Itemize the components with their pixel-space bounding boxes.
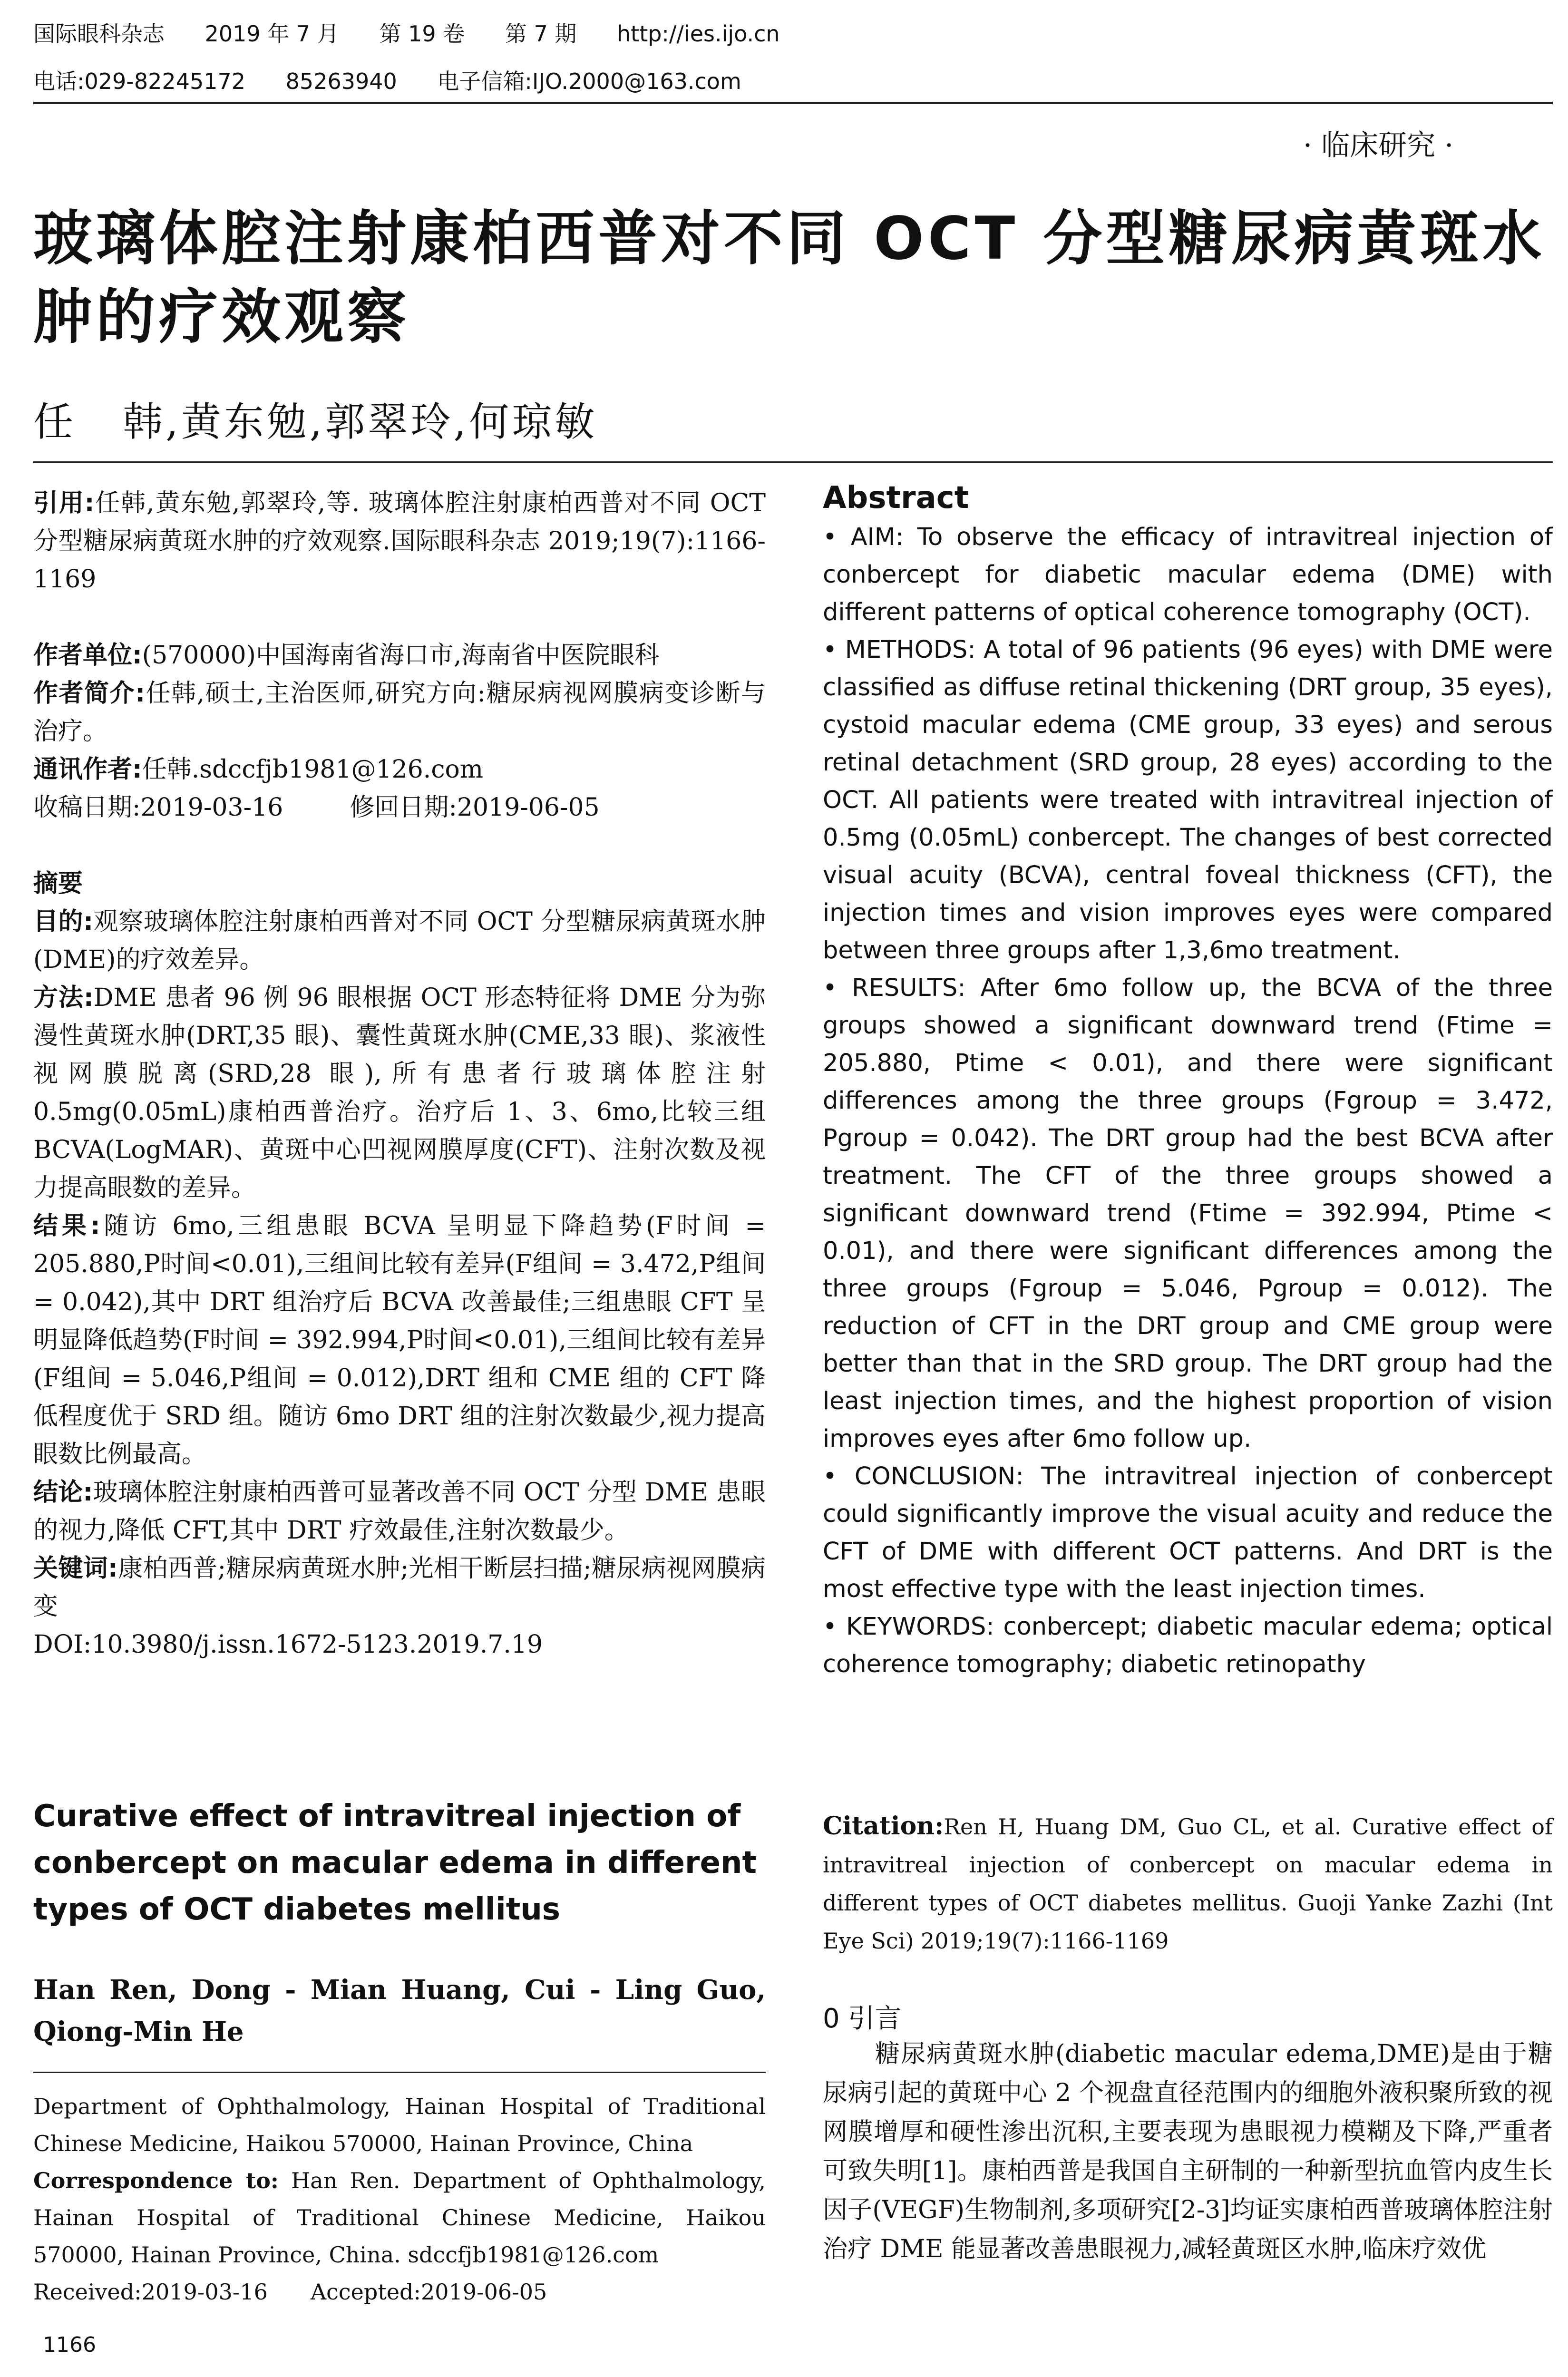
kw-label: 关键词: bbox=[33, 1554, 118, 1583]
corr-label: 通讯作者: bbox=[33, 755, 142, 784]
bio-label: 作者简介: bbox=[33, 679, 146, 708]
article-title bbox=[33, 200, 1555, 357]
authors-rule bbox=[33, 461, 1553, 463]
intro-heading: 0 引言 bbox=[823, 2003, 902, 2034]
result-label: 结果: bbox=[33, 1212, 100, 1240]
author-bio bbox=[33, 674, 766, 750]
method-label: 方法: bbox=[33, 984, 94, 1012]
keywords-cn bbox=[33, 1549, 766, 1626]
citation-label: Citation: bbox=[823, 1812, 944, 1841]
citation-cn bbox=[33, 484, 766, 598]
received-cn: 收稿日期:2019-03-16 bbox=[33, 793, 283, 822]
journal-url[interactable]: http://ies.ijo.cn bbox=[617, 21, 780, 47]
english-abstract bbox=[823, 480, 1553, 1683]
correspondence bbox=[33, 2162, 766, 2273]
abstract-keywords: • KEYWORDS: conbercept; diabetic macular edema; optical coherence tomography; diabetic retinopathy bbox=[823, 1613, 1553, 1678]
methods-cn bbox=[33, 979, 766, 1207]
doi[interactable]: DOI:10.3980/j.issn.1672-5123.2019.7.19 bbox=[33, 1630, 543, 1659]
phone-2: 85263940 bbox=[285, 68, 397, 94]
abstract-methods: • METHODS: A total of 96 patients (96 eyes) with DME were classified as diffuse retinal thickening (DRT group, 35 eyes), cystoid macular edema (CME group, 33 eyes) and serous retinal detachment (SRD group, 28 eyes) according to the OCT. All patients were treated with intravitreal injection of 0.5mg (0.05mL) conbercept. The changes of best corrected visual acuity (BCVA), central foveal thickness (CFT), the injection times and vision improves eyes were compared between three groups after 1,3,6mo treatment. bbox=[823, 636, 1553, 964]
english-authors: Han Ren, Dong - Mian Huang, Cui - Ling Guo, Qiong-Min He bbox=[33, 1974, 766, 2047]
phone: 电话:029-82245172 bbox=[33, 68, 246, 94]
citation-text: Ren H, Huang DM, Guo CL, et al. Curative effect of intravitreal injection of conbercept on macular edema in different types of OCT diabetes mellitus. Guoji Yanke Zazhi (Int Eye Sci) 2019;19(7):1166-1169 bbox=[823, 1814, 1553, 1954]
abstract-conclusion: • CONCLUSION: The intravitreal injection of conbercept could significantly improve the visual acuity and reduce the CFT of DME with different OCT patterns. And DRT is the most effective type with the least injection times. bbox=[823, 1462, 1553, 1603]
unit-label: 作者单位: bbox=[33, 641, 142, 670]
citation-en bbox=[823, 1807, 1553, 1960]
received-en: Received:2019-03-16 bbox=[33, 2279, 268, 2305]
abstract-heading-cn: 摘要 bbox=[33, 869, 83, 898]
concl-text: 玻璃体腔注射康柏西普可显著改善不同 OCT 分型 DME 患眼的视力,降低 CFT,其中 DRT 疗效最佳,注射次数最少。 bbox=[33, 1478, 766, 1545]
issue-date: 2019 年 7 月 bbox=[205, 21, 339, 47]
journal-contact bbox=[33, 67, 1508, 96]
abstract-aim: • AIM: To observe the efficacy of intravitreal injection of conbercept for diabetic macular edema (DME) with different patterns of optical coherence tomography (OCT). bbox=[823, 523, 1553, 626]
section-tag: · 临床研究 · bbox=[1303, 129, 1454, 162]
author-unit bbox=[33, 636, 766, 674]
bio-text: 任韩,硕士,主治医师,研究方向:糖尿病视网膜病变诊断与治疗。 bbox=[33, 679, 766, 746]
page-number: 1166 bbox=[43, 2333, 96, 2357]
aim-text: 观察玻璃体腔注射康柏西普对不同 OCT 分型糖尿病黄斑水肿(DME)的疗效差异。 bbox=[33, 907, 766, 974]
results-cn bbox=[33, 1207, 766, 1473]
revised-cn: 修回日期:2019-06-05 bbox=[350, 793, 600, 822]
abstract-body bbox=[823, 518, 1553, 1683]
header-rule bbox=[33, 102, 1553, 104]
affiliation-block bbox=[33, 2088, 766, 2310]
corr-text: 任韩.sdccfjb1981@126.com bbox=[142, 755, 484, 784]
affiliation: Department of Ophthalmology, Hainan Hospital of Traditional Chinese Medicine, Haikou 570000, Hainan Province, China bbox=[33, 2094, 766, 2156]
abstract-heading: Abstract bbox=[823, 480, 969, 516]
kw-text: 康柏西普;糖尿病黄斑水肿;光相干断层扫描;糖尿病视网膜病变 bbox=[33, 1554, 766, 1621]
conclusion-cn bbox=[33, 1473, 766, 1549]
author-list: 任 韩,黄东勉,郭翠玲,何琼敏 bbox=[33, 399, 598, 445]
title-line-2: 肿的疗效观察 bbox=[33, 283, 410, 351]
method-text: DME 患者 96 例 96 眼根据 OCT 形态特征将 DME 分为弥漫性黄斑水肿(DRT,35 眼)、囊性黄斑水肿(CME,33 眼)、浆液性视网膜脱离(SRD,28 眼),所有患者行玻璃体腔注射 0.5mg(0.05mL)康柏西普治疗。治疗后 1、3、6mo,比较三组 BCVA(LogMAR)、黄斑中心凹视网膜厚度(CFT)、注射次数及视力提高眼数的差异。 bbox=[33, 984, 766, 1202]
unit-text: (570000)中国海南省海口市,海南省中医院眼科 bbox=[142, 641, 660, 670]
aim-cn bbox=[33, 903, 766, 979]
concl-label: 结论: bbox=[33, 1478, 93, 1507]
journal-header bbox=[33, 19, 1508, 49]
cite-label: 引用: bbox=[33, 489, 95, 517]
journal-name: 国际眼科杂志 bbox=[33, 21, 165, 47]
correspondence-label: Correspondence to: bbox=[33, 2168, 279, 2193]
aim-label: 目的: bbox=[33, 907, 94, 936]
dates-en bbox=[33, 2273, 766, 2310]
issue: 第 7 期 bbox=[505, 21, 577, 47]
accepted-en: Accepted:2019-06-05 bbox=[310, 2279, 547, 2305]
result-text: 随访 6mo,三组患眼 BCVA 呈明显下降趋势(F时间 = 205.880,P时间<0.01),三组间比较有差异(F组间 = 3.472,P组间 = 0.042),其中 DRT 组治疗后 BCVA 改善最佳;三组患眼 CFT 呈明显降低趋势(F时间 = 392.994,P时间<0.01),三组间比较有差异(F组间 = 5.046,P组间 = 0.012),DRT 组和 CME 组的 CFT 降低程度优于 SRD 组。随访 6mo DRT 组的注射次数最少,视力提高眼数比例最高。 bbox=[33, 1212, 766, 1469]
intro-paragraph: 糖尿病黄斑水肿(diabetic macular edema,DME)是由于糖尿病引起的黄斑中心 2 个视盘直径范围内的细胞外液积聚所致的视网膜增厚和硬性渗出沉积,主要表现为患眼视力模糊及下降,严重者可致失明[1]。康柏西普是我国自主研制的一种新型抗血管内皮生长因子(VEGF)生物制剂,多项研究[2-3]均证实康柏西普玻璃体腔注射治疗 DME 能显著改善患眼视力,减轻黄斑区水肿,临床疗效优 bbox=[823, 2040, 1553, 2263]
email[interactable]: 电子信箱:IJO.2000@163.com bbox=[437, 68, 741, 94]
cite-text: 任韩,黄东勉,郭翠玲,等. 玻璃体腔注射康柏西普对不同 OCT 分型糖尿病黄斑水肿的疗效观察.国际眼科杂志 2019;19(7):1166-1169 bbox=[33, 489, 766, 594]
dates-cn bbox=[33, 789, 766, 827]
correspondence-text: Han Ren. Department of Ophthalmology, Hainan Hospital of Traditional Chinese Medicine, Haikou 570000, Hainan Province, China. sdccfjb1981@126.com bbox=[33, 2168, 766, 2268]
corresponding-author bbox=[33, 750, 766, 789]
volume: 第 19 卷 bbox=[379, 21, 465, 47]
affiliation-rule bbox=[33, 2072, 766, 2073]
english-title: Curative effect of intravitreal injection of conbercept on macular edema in different types of OCT diabetes mellitus bbox=[33, 1799, 757, 1927]
chinese-abstract-column bbox=[33, 484, 766, 1664]
abstract-results: • RESULTS: After 6mo follow up, the BCVA of the three groups showed a significant downward trend (Ftime = 205.880, Ptime < 0.01), and there were significant differences among the three groups (Fgroup = 3.472, Pgroup = 0.042). The DRT group had the best BCVA after treatment. The CFT of the three groups showed a significant downward trend (Ftime = 392.994, Ptime < 0.01), and there were significant differences among the three groups (Fgroup = 5.046, Pgroup = 0.012). The reduction of CFT in the DRT group and CME group were better than that in the SRD group. The DRT group had the least injection times, and the highest proportion of vision improves eyes after 6mo follow up. bbox=[823, 974, 1553, 1453]
title-line-1: 玻璃体腔注射康柏西普对不同 OCT 分型糖尿病黄斑水 bbox=[33, 205, 1546, 273]
